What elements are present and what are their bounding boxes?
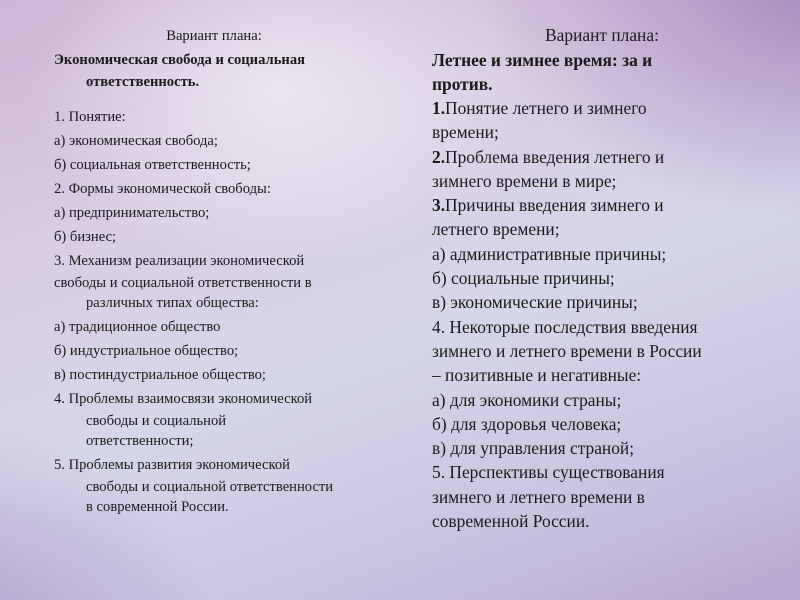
left-plan-item: 1. Понятие:: [54, 109, 126, 125]
right-plan-item: в) для управления страной;: [432, 438, 635, 459]
left-plan-item: в современной России.: [86, 499, 229, 515]
right-plan-item: 3.Причины введения зимнего и: [432, 195, 664, 216]
left-plan-item: 3. Механизм реализации экономической: [54, 253, 305, 269]
right-plan-item: 4. Некоторые последствия введения: [432, 316, 698, 337]
left-plan-item: а) традиционное общество: [54, 319, 221, 335]
left-plan-item: 5. Проблемы развития экономической: [54, 457, 290, 473]
right-plan-item: а) для экономики страны;: [432, 389, 622, 410]
right-plan-item: зимнего времени в мире;: [432, 170, 617, 191]
left-plan-item: различных типах общества:: [86, 295, 259, 311]
right-plan-title: [432, 48, 772, 96]
right-plan-title-line1: Летнее и зимнее время: за и: [432, 50, 653, 70]
right-plan-title-line2: против.: [432, 74, 493, 94]
right-plan-item: 1.Понятие летнего и зимнего: [432, 98, 647, 118]
left-plan-title: [54, 49, 404, 93]
right-plan-item: времени;: [432, 122, 499, 143]
left-plan-item: 4. Проблемы взаимосвязи экономической: [54, 391, 313, 407]
left-plan-item: а) экономическая свобода;: [54, 133, 218, 149]
left-plan-title-line1: Экономическая свобода и социальная: [54, 52, 306, 68]
left-plan-item: свободы и социальной ответственности в: [54, 275, 312, 291]
right-plan-heading: Вариант плана:: [545, 25, 659, 45]
left-plan-title-line2: ответственность.: [86, 74, 200, 90]
left-plan-item: б) социальная ответственность;: [54, 157, 251, 173]
right-plan-item: зимнего и летнего времени в: [432, 486, 645, 507]
left-plan-item: в) постиндустриальное общество;: [54, 367, 266, 383]
left-plan-item: б) индустриальное общество;: [54, 343, 239, 359]
right-plan-item: б) социальные причины;: [432, 268, 615, 289]
left-plan-item: свободы и социальной: [86, 413, 227, 429]
right-plan-item: в) экономические причины;: [432, 292, 638, 313]
right-plan-item: 5. Перспективы существования: [432, 462, 665, 483]
left-plan-heading: Вариант плана:: [166, 28, 262, 44]
right-plan-item: зимнего и летнего времени в России: [432, 340, 702, 361]
left-plan: [54, 28, 404, 517]
right-plan-item: б) для здоровья человека;: [432, 413, 622, 434]
right-plan-item: современной России.: [432, 511, 590, 532]
left-plan-item: б) бизнес;: [54, 229, 117, 245]
left-plan-item: а) предпринимательство;: [54, 205, 210, 221]
right-plan-item: а) административные причины;: [432, 243, 667, 264]
right-plan-item: 2.Проблема введения летнего и: [432, 146, 665, 167]
right-plan-item: летнего времени;: [432, 219, 560, 240]
right-plan: [432, 25, 772, 533]
left-plan-item: ответственности;: [86, 433, 194, 449]
left-plan-item: 2. Формы экономической свободы:: [54, 181, 271, 197]
left-plan-item: свободы и социальной ответственности: [86, 479, 334, 495]
right-plan-item: – позитивные и негативные:: [432, 365, 642, 386]
